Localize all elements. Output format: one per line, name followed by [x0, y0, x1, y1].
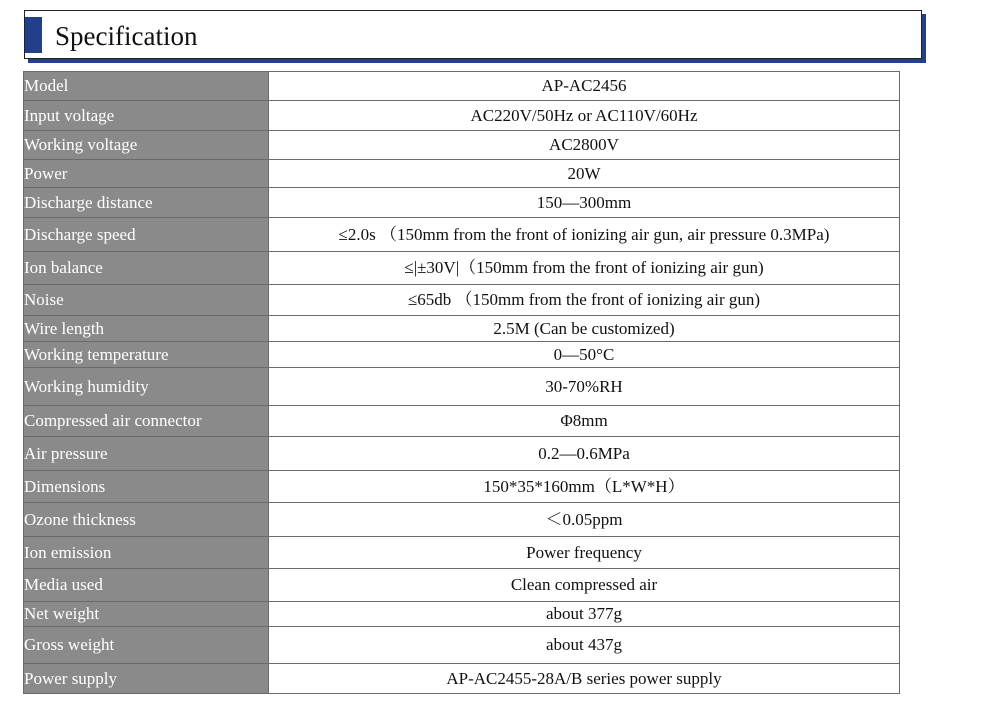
section-header: [24, 10, 922, 59]
table-row: [24, 406, 900, 437]
spec-value: ≤65db （150mm from the front of ionizing air gun): [269, 285, 900, 316]
spec-label: Net weight: [24, 602, 269, 627]
spec-label: Ion emission: [24, 537, 269, 569]
table-row: [24, 285, 900, 316]
spec-value: AC220V/50Hz or AC110V/60Hz: [269, 101, 900, 131]
table-row: [24, 627, 900, 664]
specification-table: [23, 71, 900, 694]
spec-value: ＜0.05ppm: [269, 503, 900, 537]
spec-value: Clean compressed air: [269, 569, 900, 602]
spec-value: Φ8mm: [269, 406, 900, 437]
table-row: [24, 160, 900, 188]
table-row: [24, 342, 900, 368]
spec-value: 150—300mm: [269, 188, 900, 218]
spec-value: about 377g: [269, 602, 900, 627]
spec-label: Gross weight: [24, 627, 269, 664]
spec-label: Discharge speed: [24, 218, 269, 252]
spec-label: Power: [24, 160, 269, 188]
table-row: [24, 101, 900, 131]
spec-label: Working temperature: [24, 342, 269, 368]
header-accent-bar: [25, 17, 42, 53]
spec-value: 150*35*160mm（L*W*H）: [269, 471, 900, 503]
table-row: [24, 131, 900, 160]
page-title: Specification: [55, 21, 198, 51]
spec-label: Media used: [24, 569, 269, 602]
spec-label: Dimensions: [24, 471, 269, 503]
spec-label: Discharge distance: [24, 188, 269, 218]
table-row: [24, 218, 900, 252]
table-row: [24, 602, 900, 627]
table-row: [24, 188, 900, 218]
spec-label: Input voltage: [24, 101, 269, 131]
spec-label: Ion balance: [24, 252, 269, 285]
spec-label: Model: [24, 72, 269, 101]
table-row: [24, 503, 900, 537]
spec-label: Power supply: [24, 664, 269, 694]
spec-value: ≤2.0s （150mm from the front of ionizing air gun, air pressure 0.3MPa): [269, 218, 900, 252]
table-row: [24, 252, 900, 285]
spec-value: AP-AC2455-28A/B series power supply: [269, 664, 900, 694]
table-row: [24, 569, 900, 602]
table-row: [24, 537, 900, 569]
spec-value: 0—50°C: [269, 342, 900, 368]
table-row: [24, 437, 900, 471]
spec-value: AC2800V: [269, 131, 900, 160]
spec-value: 0.2—0.6MPa: [269, 437, 900, 471]
spec-label: Ozone thickness: [24, 503, 269, 537]
spec-value: 2.5M (Can be customized): [269, 316, 900, 342]
table-row: [24, 471, 900, 503]
spec-label: Working humidity: [24, 368, 269, 406]
spec-label: Working voltage: [24, 131, 269, 160]
table-row: [24, 316, 900, 342]
table-row: [24, 368, 900, 406]
spec-value: about 437g: [269, 627, 900, 664]
spec-value: ≤|±30V|（150mm from the front of ionizing air gun): [269, 252, 900, 285]
spec-value: Power frequency: [269, 537, 900, 569]
table-row: [24, 664, 900, 694]
spec-value: 20W: [269, 160, 900, 188]
spec-value: AP-AC2456: [269, 72, 900, 101]
spec-label: Wire length: [24, 316, 269, 342]
spec-label: Compressed air connector: [24, 406, 269, 437]
spec-value: 30-70%RH: [269, 368, 900, 406]
table-row: [24, 72, 900, 101]
spec-label: Noise: [24, 285, 269, 316]
spec-label: Air pressure: [24, 437, 269, 471]
